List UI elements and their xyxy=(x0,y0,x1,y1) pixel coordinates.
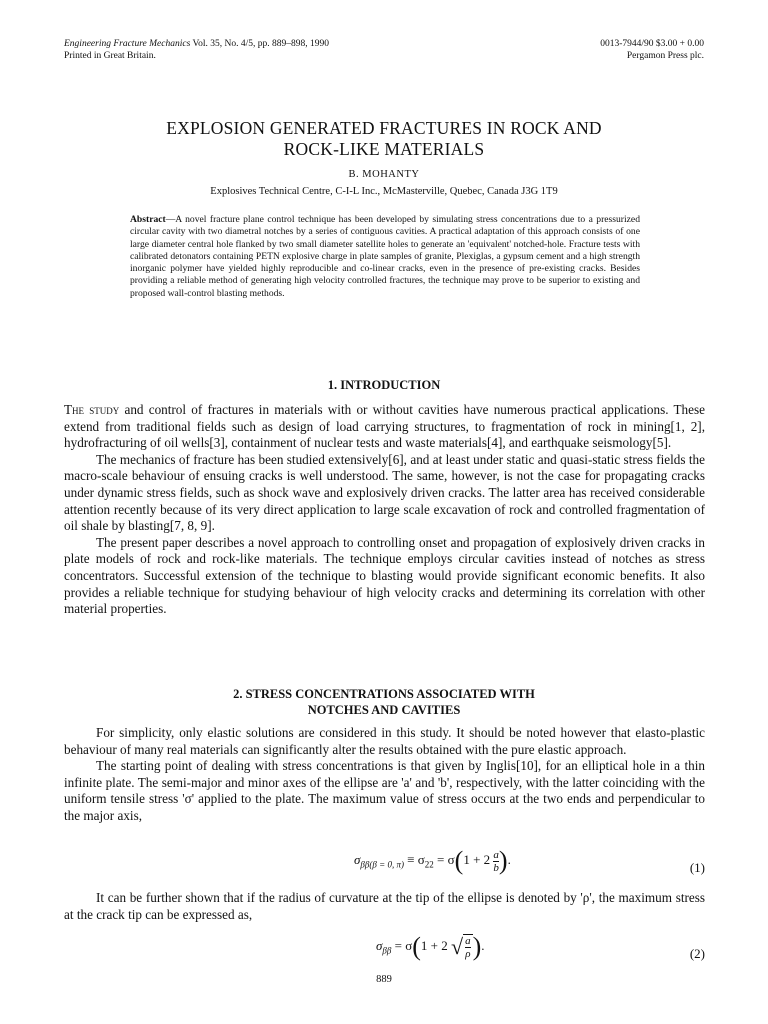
square-root: √ xyxy=(451,934,464,959)
section2-body-a xyxy=(64,725,705,825)
paragraph: For simplicity, only elastic solutions are considered in this study. It should be noted however that elasto-plastic behaviour of many real materials can significantly alter the results obtained with the pure elastic approach. xyxy=(64,725,705,757)
paragraph: The starting point of dealing with stress concentrations is that given by Inglis[10], for an elliptical hole in a thin infinite plate. The semi-major and minor axes of the ellipse are 'a' and 'b', respectively, with the latter coinciding with the uniform tensile stress 'σ' applied to the plate. The maximum value of stress occurs at the two ends and perpendicular to the major axis, xyxy=(64,758,705,823)
paper-title xyxy=(64,118,704,160)
abstract xyxy=(130,214,640,300)
article-code: 0013-7944/90 $3.00 + 0.00 xyxy=(600,39,704,49)
affiliation: Explosives Technical Centre, C-I-L Inc., McMasterville, Quebec, Canada J3G 1T9 xyxy=(210,186,558,197)
abstract-label: Abstract xyxy=(130,214,166,225)
author: B. MOHANTY xyxy=(348,169,420,180)
section-heading-introduction: 1. INTRODUCTION xyxy=(327,378,441,392)
fraction: $\frac{a}{b}$ xyxy=(493,848,499,874)
printed-note: Printed in Great Britain. xyxy=(64,51,156,61)
paragraph: It can be further shown that if the radius of curvature at the tip of the ellipse is denoted by 'ρ', the maximum stress at the crack tip can be expressed as, xyxy=(64,890,705,922)
title-line-2: ROCK-LIKE MATERIALS xyxy=(283,139,485,159)
running-header-left xyxy=(64,38,329,62)
running-header-right xyxy=(600,38,704,62)
fraction: $\frac{a}{\rho}$ xyxy=(465,935,471,960)
introduction-body xyxy=(64,402,705,618)
journal-citation: Vol. 35, No. 4/5, pp. 889–898, 1990 xyxy=(192,39,330,49)
abstract-text: —A novel fracture plane control technique has been developed by simulating stress concentrations due to a pressurized circular cavity with two diametral notches by a series of contiguous cavities. A practical adaptation of this approach consists of one large diameter central hole flanked by two small diameter satellite holes to generate an 'equivalent' notched-hole. Fracture tests with calibrated detonators containing PETN explosive charge in plate samples of granite, Plexiglas, a gypsum cement and a high strength inorganic polymer have yielded highly reproducible and co-linear cracks, even in the presence of pre-existing cracks. Besides providing a reliable method of generating high velocity controlled fractures, the technique may prove to be superior to existing and proposed wall-control blasting methods. xyxy=(130,214,640,299)
equation-1: $\sigma_{\beta\beta(\beta = 0, \pi)} \equiv \sigma_{22} = \sigma(1 + 2$ $\frac{a}{b}$ ). (1) xyxy=(354,846,705,875)
publisher: Pergamon Press plc. xyxy=(626,51,704,61)
journal-name: Engineering Fracture Mechanics xyxy=(64,39,191,49)
section-heading-stress: 2. STRESS CONCENTRATIONS ASSOCIATED WITH NOTCHES AND CAVITIES xyxy=(233,687,535,717)
equation-2: $\sigma_{\beta\beta} = \sigma(1 + 2$ √ $\frac{a}{\rho}$ ). (2) xyxy=(376,932,705,961)
equation-number: (1) xyxy=(689,860,705,875)
page-number: 889 xyxy=(376,974,392,985)
title-line-1: EXPLOSION GENERATED FRACTURES IN ROCK AND xyxy=(166,118,602,138)
equation-number: (2) xyxy=(689,946,705,961)
lead-words: The study xyxy=(64,402,120,417)
paragraph: The present paper describes a novel approach to controlling onset and propagation of explosively driven cracks in plate models of rock and rock-like materials. The technique employs circular cavities instead of notches as stress concentrators. Successful extension of the technique to blasting would provide significant economic benefits. It also provides a reliable technique for studying behaviour of high velocity cracks and determining its correlation with other material properties. xyxy=(64,534,705,617)
section2-body-b xyxy=(64,890,705,923)
paragraph: The study and control of fractures in materials with or without cavities have numerous practical applications. These extend from traditional fields such as design of load carrying structures, to fragmentation of rock in mining[1, 2], hydrofracturing of oil wells[3], containment of nuclear tests and waste materials[4], and earthquake seismology[5]. xyxy=(64,402,705,451)
paragraph: The mechanics of fracture has been studied extensively[6], and at least under static and quasi-static stress fields the macro-scale behaviour of ensuing cracks is well understood. The same, however, is not the case for propagating cracks under dynamic stress fields, such as shock wave and explosively driven cracks. The latter area has received considerable attention recently because of its very direct application to large scale excavation of rock and controlled fragmentation of oil shale by blasting[7, 8, 9]. xyxy=(64,451,705,534)
